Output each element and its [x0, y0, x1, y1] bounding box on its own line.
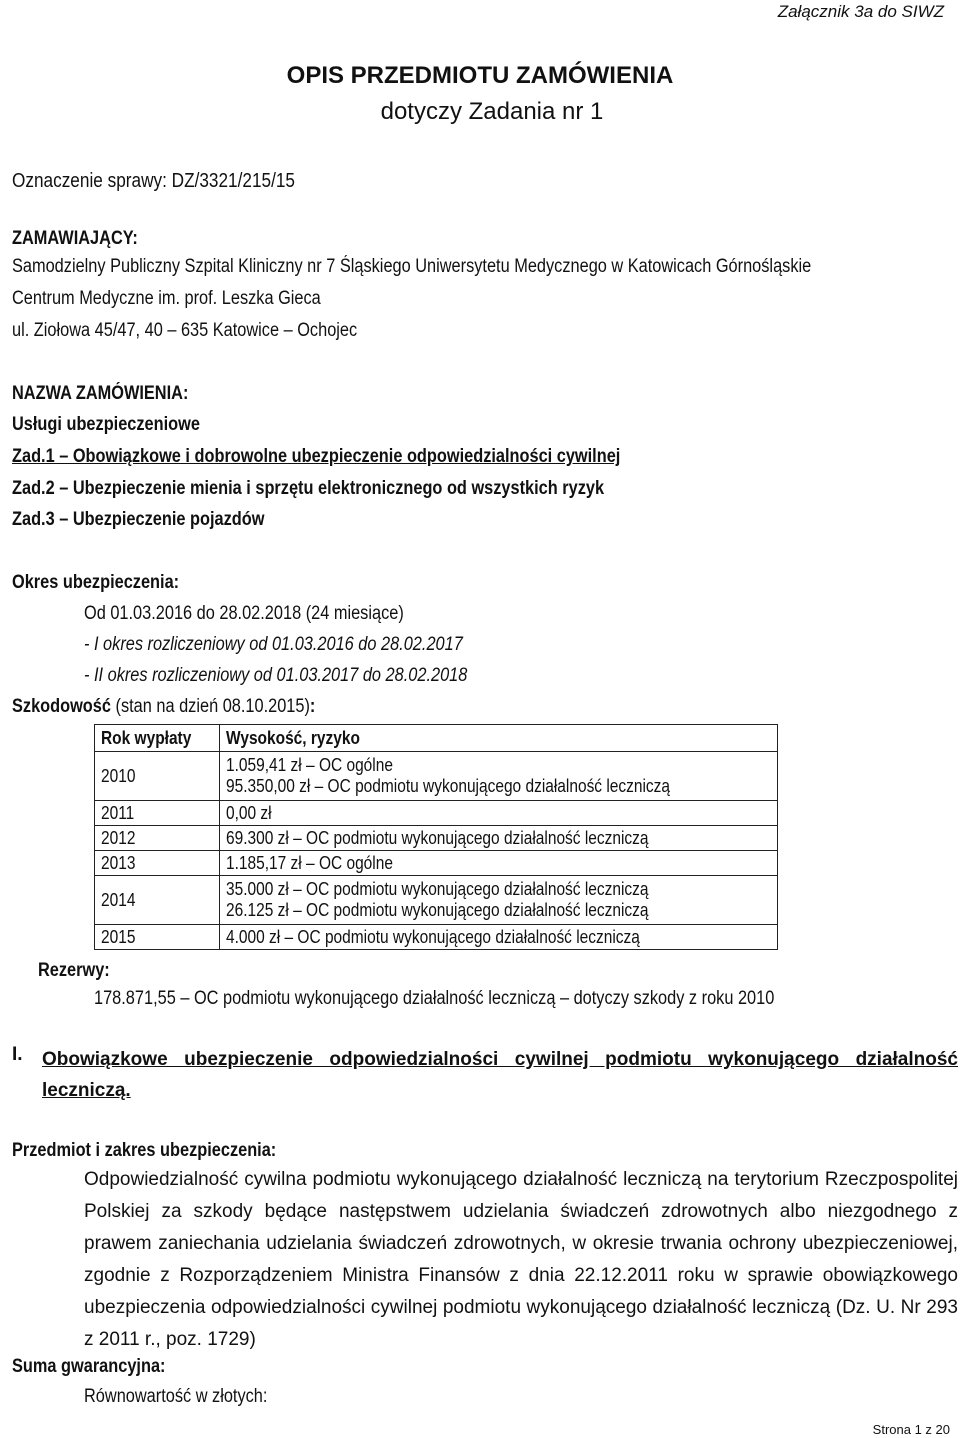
table-header-row	[95, 725, 778, 752]
table-row	[95, 851, 778, 876]
year-cell	[95, 925, 220, 950]
amount-line: 1.185,17 zł – OC ogólne	[226, 852, 393, 873]
claims-heading-colon: :	[309, 696, 316, 717]
year-cell	[95, 851, 220, 876]
settlement-period-1: - I okres rozliczeniowy od 01.03.2016 do 28.02.2017	[84, 634, 463, 655]
orderer-address: ul. Ziołowa 45/47, 40 – 635 Katowice – Ochojec	[12, 320, 358, 341]
table-row	[95, 876, 778, 925]
table-row	[95, 826, 778, 851]
year-text: 2013	[101, 852, 136, 873]
year-cell	[95, 752, 220, 801]
year-text: 2011	[101, 802, 135, 823]
claims-heading-date: (stan na dzień 08.10.2015)	[110, 696, 310, 717]
amount-cell	[220, 752, 778, 801]
year-text: 2012	[101, 827, 136, 848]
orderer-line: Centrum Medyczne im. prof. Leszka Gieca	[12, 288, 321, 309]
guarantee-text: Równowartość w złotych:	[84, 1386, 268, 1407]
table-row	[95, 925, 778, 950]
task-1: Zad.1 – Obowiązkowe i dobrowolne ubezpieczenie odpowiedzialności cywilnej	[12, 446, 621, 467]
page-number: Strona 1 z 20	[872, 1422, 950, 1437]
column-header-year	[95, 725, 220, 752]
task-2: Zad.2 – Ubezpieczenie mienia i sprzętu elektronicznego od wszystkich ryzyk	[12, 478, 605, 499]
year-text: 2015	[101, 926, 136, 947]
amount-cell	[220, 876, 778, 925]
amount-line: 35.000 zł – OC podmiotu wykonującego działalność leczniczą	[226, 879, 649, 900]
period-heading: Okres ubezpieczenia:	[12, 572, 180, 593]
amount-cell	[220, 826, 778, 851]
guarantee-heading: Suma gwarancyjna:	[12, 1356, 166, 1377]
orderer-line: Samodzielny Publiczny Szpital Kliniczny nr 7 Śląskiego Uniwersytetu Medycznego w Katowicach Górnośląskie	[12, 256, 812, 277]
order-name-heading: NAZWA ZAMÓWIENIA:	[12, 383, 189, 404]
period-range: Od 01.03.2016 do 28.02.2018 (24 miesiące)	[84, 603, 404, 624]
reserves-text: 178.871,55 – OC podmiotu wykonującego działalność leczniczą – dotyczy szkody z roku 2010	[94, 988, 775, 1009]
amount-line: 26.125 zł – OC podmiotu wykonującego działalność leczniczą	[226, 900, 649, 920]
amount-line: 69.300 zł – OC podmiotu wykonującego działalność leczniczą	[226, 827, 649, 848]
settlement-period-2: - II okres rozliczeniowy od 01.03.2017 do 28.02.2018	[84, 665, 468, 686]
amount-line: 95.350,00 zł – OC podmiotu wykonującego działalność leczniczą	[226, 776, 671, 796]
attachment-label: Załącznik 3a do SIWZ	[777, 2, 944, 21]
amount-cell	[220, 851, 778, 876]
case-number: Oznaczenie sprawy: DZ/3321/215/15	[12, 170, 296, 192]
orderer-heading: ZAMAWIAJĄCY:	[12, 228, 138, 249]
table-row	[95, 752, 778, 801]
section-1-title: Obowiązkowe ubezpieczenie odpowiedzialności cywilnej podmiotu wykonującego działalność leczniczą.	[42, 1049, 958, 1101]
section-1-number: I.	[12, 1044, 23, 1065]
document-subtitle: dotyczy Zadania nr 1	[380, 98, 604, 125]
year-cell	[95, 801, 220, 826]
task-3: Zad.3 – Ubezpieczenie pojazdów	[12, 509, 265, 530]
scope-heading: Przedmiot i zakres ubezpieczenia:	[12, 1140, 277, 1161]
scope-text: Odpowiedzialność cywilna podmiotu wykonującego działalność leczniczą na terytorium Rzeczpospolitej Polskiej za szkody będące następstwem udzielania świadczeń zdrowotnych albo niezgodnego z prawem zaniechania udzielania świadczeń zdrowotnych, w okresie trwania ochrony ubezpieczeniowej, zgodnie z Rozporządzeniem Ministra Finansów z dnia 22.12.2011 roku w sprawie obowiązkowego ubezpieczenia odpowiedzialności cywilnej podmiotu wykonującego działalność leczniczą (Dz. U. Nr 293 z 2011 r., poz. 1729)	[84, 1169, 958, 1350]
year-cell	[95, 876, 220, 925]
table-row	[95, 801, 778, 826]
year-text: 2014	[101, 889, 136, 910]
column-header-year-text: Rok wypłaty	[101, 727, 192, 748]
amount-line: 0,00 zł	[226, 802, 272, 823]
reserves-heading: Rezerwy:	[38, 960, 110, 981]
year-cell	[95, 826, 220, 851]
claims-heading-label: Szkodowość	[12, 696, 111, 717]
claims-heading	[12, 696, 315, 718]
service-type: Usługi ubezpieczeniowe	[12, 414, 200, 435]
amount-line: 1.059,41 zł – OC ogólne	[226, 755, 393, 776]
column-header-amount	[220, 725, 778, 752]
year-text: 2010	[101, 765, 136, 786]
column-header-amount-text: Wysokość, ryzyko	[226, 727, 360, 748]
claims-table	[94, 724, 778, 950]
amount-cell	[220, 801, 778, 826]
document-title: OPIS PRZEDMIOTU ZAMÓWIENIA	[286, 62, 674, 89]
amount-cell	[220, 925, 778, 950]
amount-line: 4.000 zł – OC podmiotu wykonującego działalność leczniczą	[226, 926, 640, 947]
